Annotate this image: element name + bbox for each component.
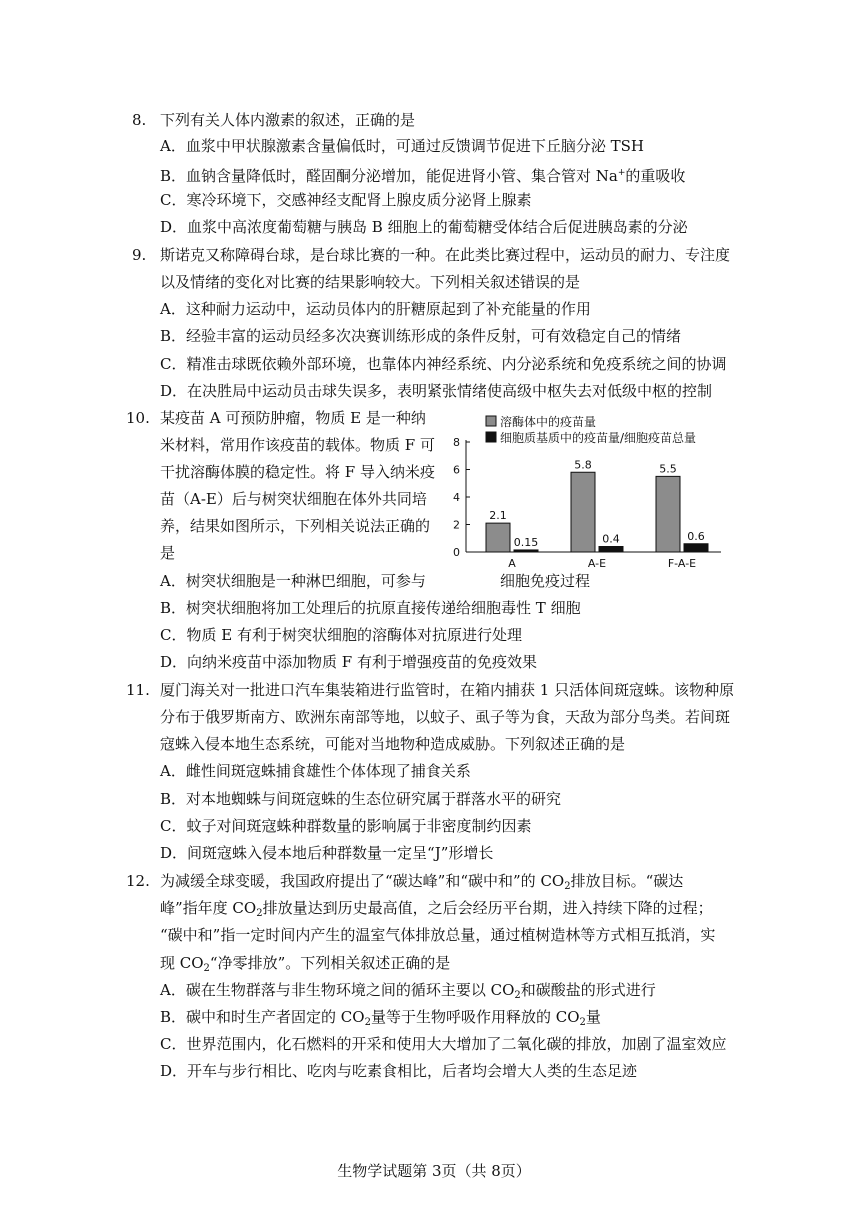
chart-x-tick-label: A	[508, 557, 516, 570]
chart-bar	[599, 547, 623, 553]
chart-bar	[571, 472, 595, 552]
q9-option-d: D．在决胜局中运动员击球失误多，表明紧张情绪使高级中枢失去对低级中枢的控制	[160, 382, 713, 400]
chart-bar	[656, 476, 680, 552]
chart-legend-swatch	[486, 416, 496, 426]
chart-bars	[486, 458, 708, 570]
q10-option-a-part2: 细胞免疫过程	[500, 572, 591, 590]
chart-legend-label: 溶酶体中的疫苗量	[500, 415, 597, 429]
q12-option-b: B．碳中和时生产者固定的 $CO_2$量等于生物呼吸作用释放的 $CO_2$量	[160, 1008, 601, 1028]
q10-stem-line6: 是	[160, 544, 176, 562]
q10-option-d: D．向纳米疫苗中添加物质 F 有利于增强疫苗的免疫效果	[160, 653, 537, 671]
chart-data-label: 0.6	[687, 529, 705, 543]
q8-option-b: B．血钠含量降低时，醛固酮分泌增加，能促进肾小管、集合管对 Na+的重吸收	[160, 167, 686, 185]
q10-option-b: B．树突状细胞将加工处理后的抗原直接传递给细胞毒性 T 细胞	[160, 599, 581, 617]
q9-stem-line2: 以及情绪的变化对比赛的结果影响较大。下列相关叙述错误的是	[160, 273, 581, 291]
q10-stem-line1: 某疫苗 A 可预防肿瘤，物质 E 是一种纳	[160, 409, 426, 427]
chart-legend	[486, 414, 696, 445]
chart-y-tick-label: 0	[453, 546, 460, 559]
q9-option-b: B．经验丰富的运动员经多次决赛训练形成的条件反射，可有效稳定自己的情绪	[160, 327, 682, 345]
chart-legend-label: 细胞质基质中的疫苗量/细胞疫苗总量	[500, 431, 697, 445]
chart-data-label: 0.4	[602, 532, 620, 546]
chart-x-tick-label: F-A-E	[667, 557, 697, 570]
page-footer: 生物学试题第 3页（共 8页）	[337, 1162, 531, 1180]
q12-option-d: D．开车与步行相比、吃肉与吃素食相比，后者均会增大人类的生态足迹	[160, 1062, 638, 1080]
vaccine-bar-chart	[446, 412, 736, 572]
q11-stem-line1: 厦门海关对一批进口汽车集装箱进行监管时，在箱内捕获 1 只活体间斑寇蛛。该物种原	[160, 681, 735, 699]
q12-option-c: C．世界范围内，化石燃料的开采和使用大大增加了二氧化碳的排放，加剧了温室效应	[160, 1035, 727, 1053]
chart-data-label: 2.1	[489, 509, 507, 523]
chart-y-tick-label: 4	[453, 491, 460, 504]
q9-option-a: A．这种耐力运动中，运动员体内的肝糖原起到了补充能量的作用	[160, 300, 591, 318]
chart-bar	[486, 523, 510, 552]
q10-number: 10.	[126, 409, 150, 427]
q11-option-b: B．对本地蜘蛛与间斑寇蛛的生态位研究属于群落水平的研究	[160, 790, 562, 808]
chart-y-tick-label: 8	[453, 436, 460, 449]
q12-stem-line4: 现 $CO_2“$净零排放”。下列相关叙述正确的是	[160, 954, 451, 974]
q10-stem-line4: 苗（A-E）后与树突状细胞在体外共同培	[160, 490, 427, 508]
q12-number: 12.	[126, 872, 150, 890]
q12-stem-line2: 峰”指年度 $CO_2$排放量达到历史最高值，之后会经历平台期，进入持续下降的过程；	[160, 899, 713, 919]
chart-bar	[684, 544, 708, 552]
q8-option-d: D．血浆中高浓度葡萄糖与胰岛 B 细胞上的葡萄糖受体结合后促进胰岛素的分泌	[160, 218, 688, 236]
q8-number: 8.	[132, 111, 147, 129]
chart-data-label: 0.15	[513, 535, 539, 549]
q11-option-c: C．蚊子对间斑寇蛛种群数量的影响属于非密度制约因素	[160, 817, 532, 835]
q9-number: 9.	[132, 246, 147, 264]
chart-data-label: 5.5	[659, 462, 677, 476]
q12-option-a: A．碳在生物群落与非生物环境之间的循环主要以 $CO_2$和碳酸盐的形式进行	[160, 981, 656, 1001]
q12-stem-line3: “碳中和”指一定时间内产生的温室气体排放总量，通过植树造林等方式相互抵消，实	[160, 926, 716, 944]
q10-stem-line2: 米材料，常用作该疫苗的载体。物质 F 可	[160, 436, 435, 454]
chart-x-tick-label: A-E	[587, 557, 607, 570]
chart-data-label: 5.8	[574, 458, 592, 472]
q9-stem-line1: 斯诺克又称障碍台球，是台球比赛的一种。在此类比赛过程中，运动员的耐力、专注度	[160, 246, 731, 264]
chart-y-tick-label: 2	[453, 518, 460, 532]
chart-y-tick-label: 6	[453, 463, 460, 477]
q11-stem-line2: 分布于俄罗斯南方、欧洲东南部等地，以蚊子、虱子等为食，天敌为部分鸟类。若间斑	[160, 708, 731, 726]
q10-option-c: C．物质 E 有利于树突状细胞的溶酶体对抗原进行处理	[160, 626, 522, 644]
q8-option-a: A．血浆中甲状腺激素含量偏低时，可通过反馈调节促进下丘脑分泌 TSH	[160, 137, 644, 155]
q8-stem: 下列有关人体内激素的叙述，正确的是	[160, 111, 416, 129]
q8-option-c: C．寒冷环境下，交感神经支配肾上腺皮质分泌肾上腺素	[160, 191, 532, 209]
q12-stem-line1: 为减缓全球变暖，我国政府提出了“碳达峰”和“碳中和”的 $CO_2$排放目标。“碳达	[160, 872, 684, 892]
q10-stem-line3: 干扰溶酶体膜的稳定性。将 F 导入纳米疫	[160, 463, 435, 481]
q10-stem-line5: 养，结果如图所示，下列相关说法正确的	[160, 517, 431, 535]
chart-legend-swatch	[486, 432, 496, 442]
q11-option-d: D．间斑寇蛛入侵本地后种群数量一定呈“J”形增长	[160, 844, 494, 862]
q11-option-a: A．雌性间斑寇蛛捕食雄性个体体现了捕食关系	[160, 762, 471, 780]
q10-option-a-part1: A．树突状细胞是一种淋巴细胞，可参与	[160, 572, 426, 590]
q9-option-c: C．精准击球既依赖外部环境，也靠体内神经系统、内分泌系统和免疫系统之间的协调	[160, 355, 727, 373]
q11-stem-line3: 寇蛛入侵本地生态系统，可能对当地物种造成威胁。下列叙述正确的是	[160, 735, 626, 753]
chart-bar	[514, 550, 538, 552]
q11-number: 11.	[126, 681, 150, 699]
